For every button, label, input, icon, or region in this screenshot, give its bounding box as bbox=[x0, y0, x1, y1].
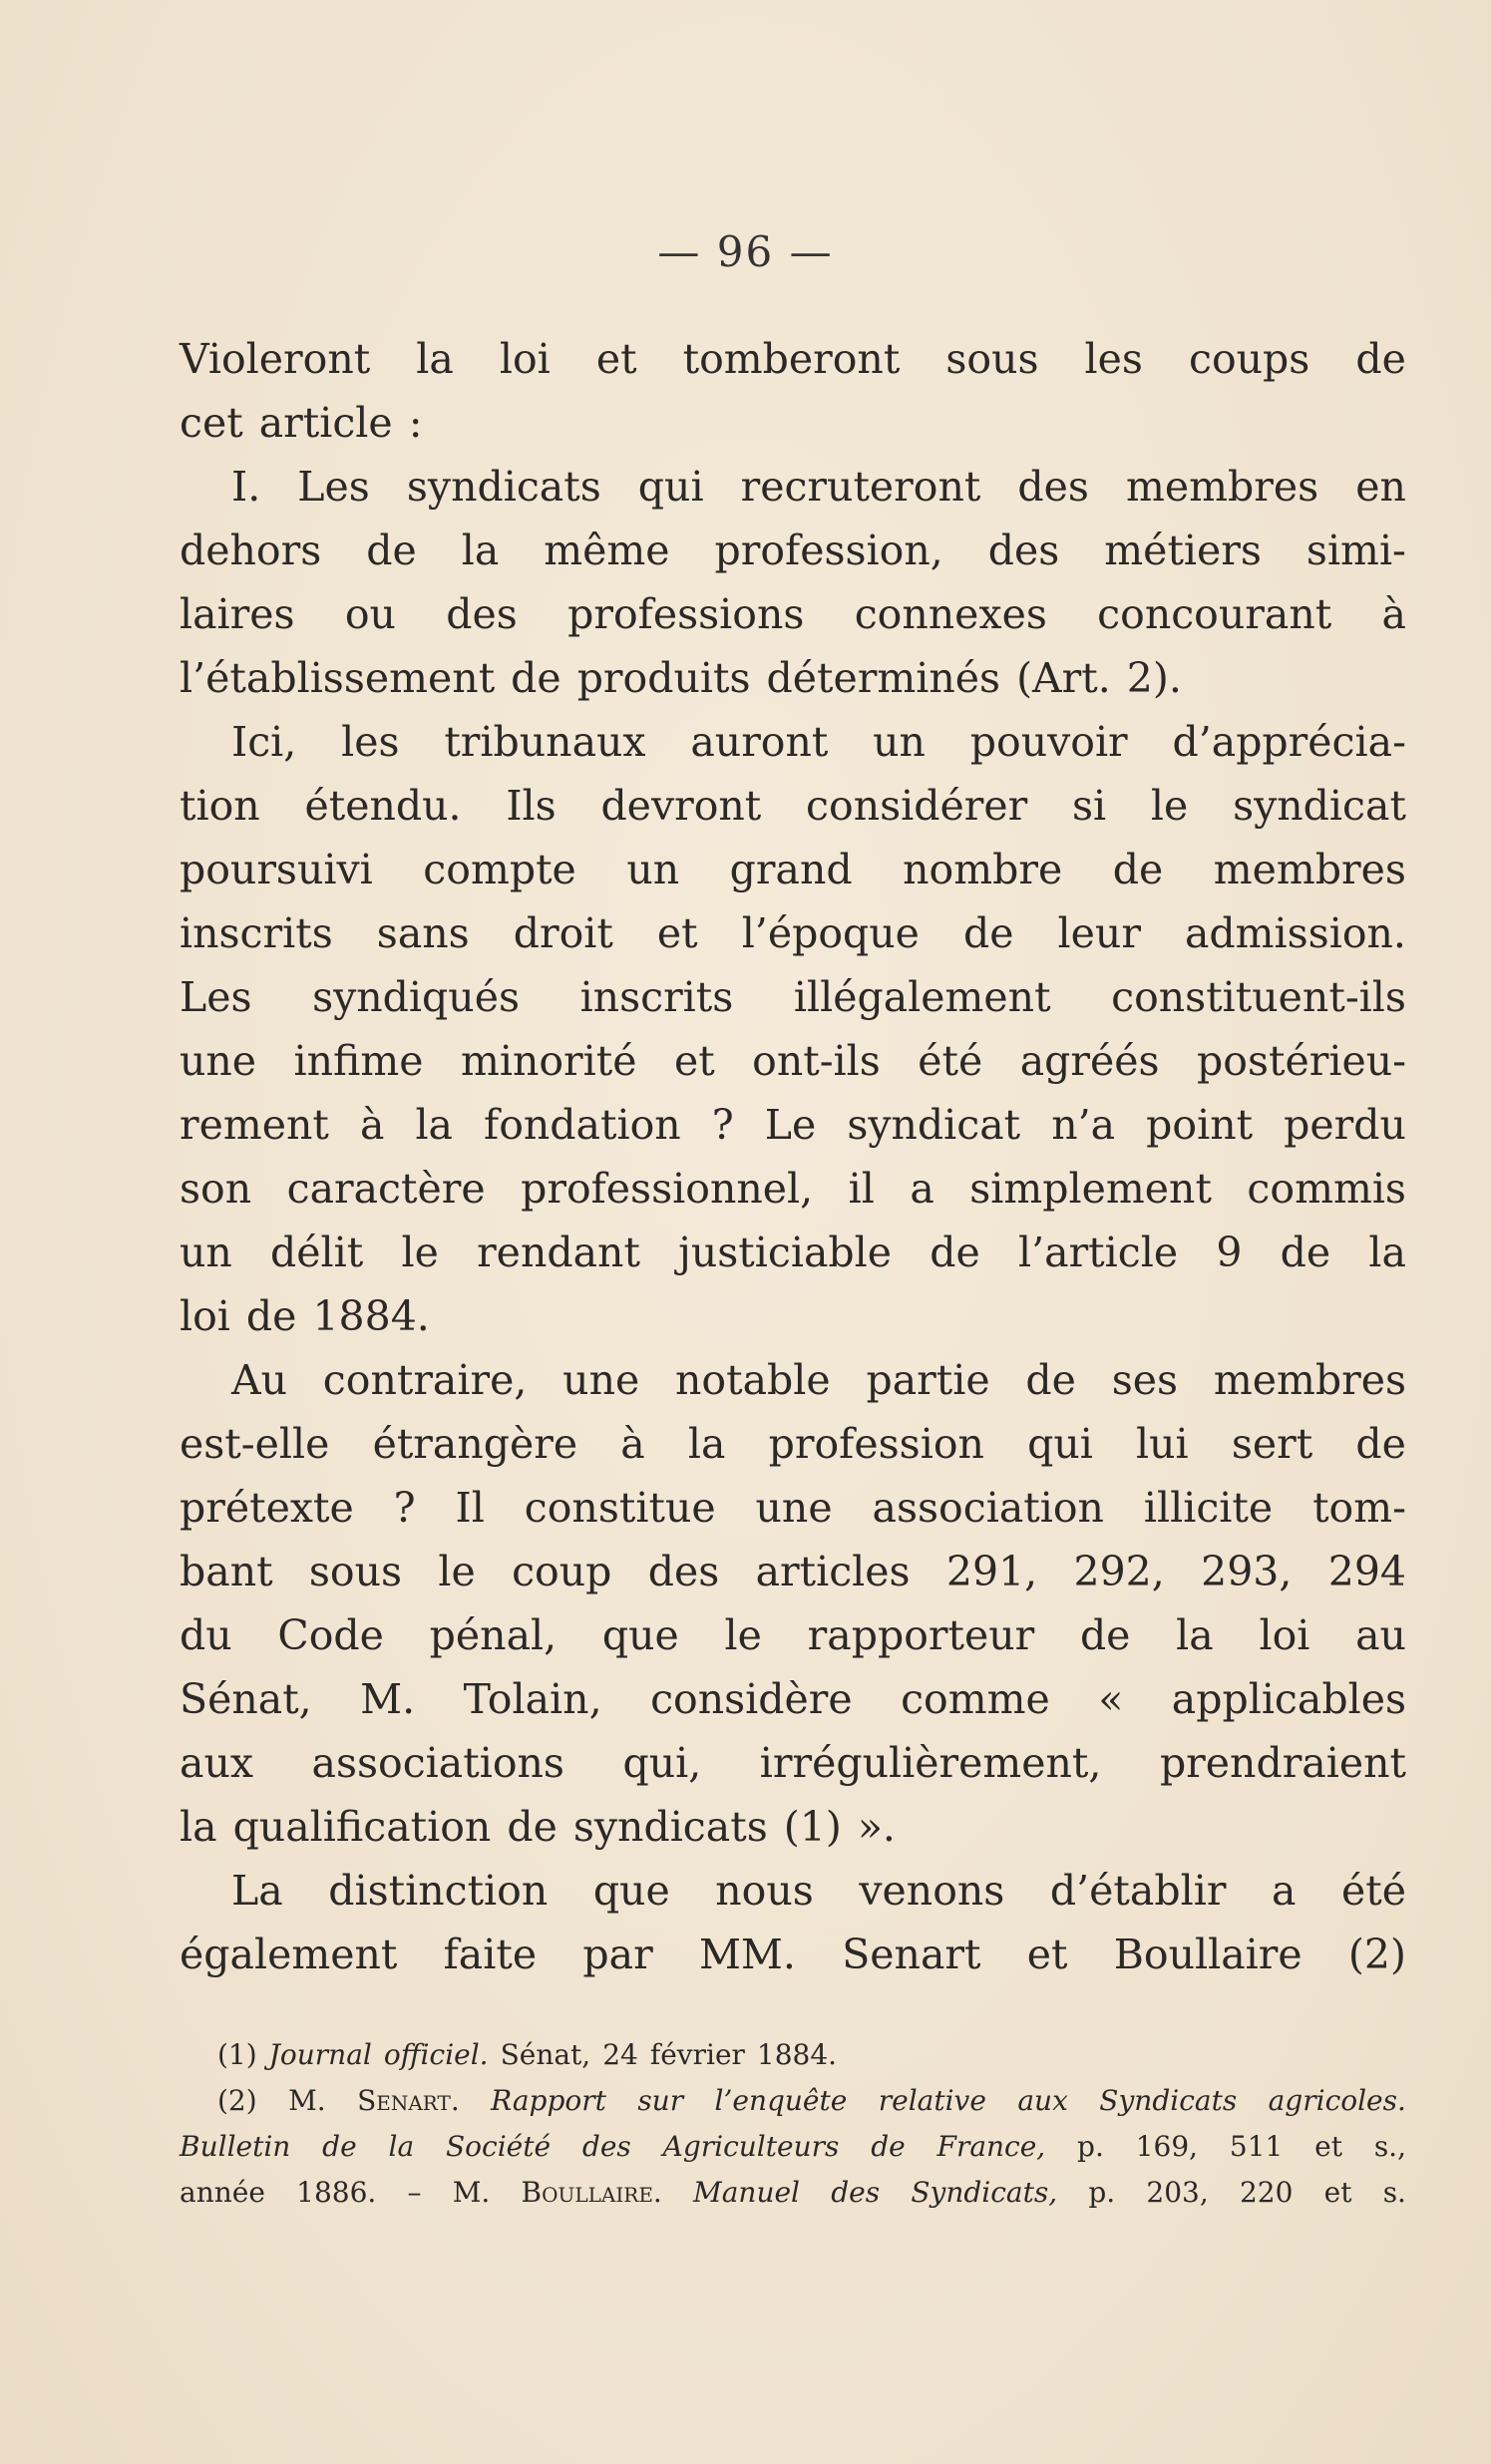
text-line: bant sous le coup des articles 291, 292, 293, 294 bbox=[180, 1548, 1406, 1595]
text-line: l’établissement de produits déterminés (Art. 2). bbox=[180, 654, 1182, 702]
page-number: — 96 — bbox=[657, 227, 834, 276]
footnote-line: Bulletin de la Société des Agriculteurs de France, p. 169, 511 et s., bbox=[180, 2130, 1406, 2163]
text-line: La distinction que nous venons d’établir a été bbox=[231, 1867, 1406, 1915]
text-line: dehors de la même profession, des métiers simi- bbox=[180, 527, 1406, 574]
text-line: rement à la fondation ? Le syndicat n’a point perdu bbox=[180, 1101, 1406, 1149]
footnote-line: (2) M. Senart. Rapport sur l’enquête relative aux Syndicats agricoles. bbox=[217, 2084, 1406, 2117]
text-line: son caractère professionnel, il a simplement commis bbox=[180, 1165, 1406, 1213]
text-line: du Code pénal, que le rapporteur de la loi au bbox=[180, 1611, 1406, 1659]
text-line: également faite par MM. Senart et Boullaire (2) bbox=[180, 1931, 1406, 1978]
text-line: un délit le rendant justiciable de l’article 9 de la bbox=[180, 1229, 1406, 1276]
text-line: Les syndiqués inscrits illégalement constituent-ils bbox=[180, 973, 1406, 1021]
text-line: Ici, les tribunaux auront un pouvoir d’apprécia- bbox=[231, 718, 1406, 766]
text-line: Au contraire, une notable partie de ses membres bbox=[231, 1356, 1406, 1404]
text-line: loi de 1884. bbox=[180, 1292, 430, 1340]
text-line: une infime minorité et ont-ils été agréés postérieu- bbox=[180, 1037, 1406, 1085]
text-line: Violeront la loi et tomberont sous les coups de bbox=[180, 335, 1406, 383]
text-line: Sénat, M. Tolain, considère comme « applicables bbox=[180, 1675, 1406, 1723]
footnote-line: (1) Journal officiel. Sénat, 24 février 1884. bbox=[217, 2038, 838, 2071]
footnote-line: année 1886. – M. Boullaire. Manuel des Syndicats, p. 203, 220 et s. bbox=[180, 2176, 1406, 2209]
text-line: poursuivi compte un grand nombre de membres bbox=[180, 846, 1406, 893]
footnotes bbox=[180, 2032, 1406, 2216]
body-text bbox=[180, 327, 1406, 1986]
text-line: I. Les syndicats qui recruteront des membres en bbox=[231, 463, 1406, 511]
text-line: tion étendu. Ils devront considérer si le syndicat bbox=[180, 782, 1406, 830]
text-line: prétexte ? Il constitue une association illicite tom- bbox=[180, 1484, 1406, 1532]
text-line: est-elle étrangère à la profession qui lui sert de bbox=[180, 1420, 1406, 1468]
text-line: la qualification de syndicats (1) ». bbox=[180, 1803, 896, 1851]
text-line: cet article : bbox=[180, 399, 423, 447]
text-line: aux associations qui, irrégulièrement, prendraient bbox=[180, 1739, 1406, 1787]
text-line: laires ou des professions connexes concourant à bbox=[180, 590, 1406, 638]
text-line: inscrits sans droit et l’époque de leur admission. bbox=[180, 909, 1406, 957]
